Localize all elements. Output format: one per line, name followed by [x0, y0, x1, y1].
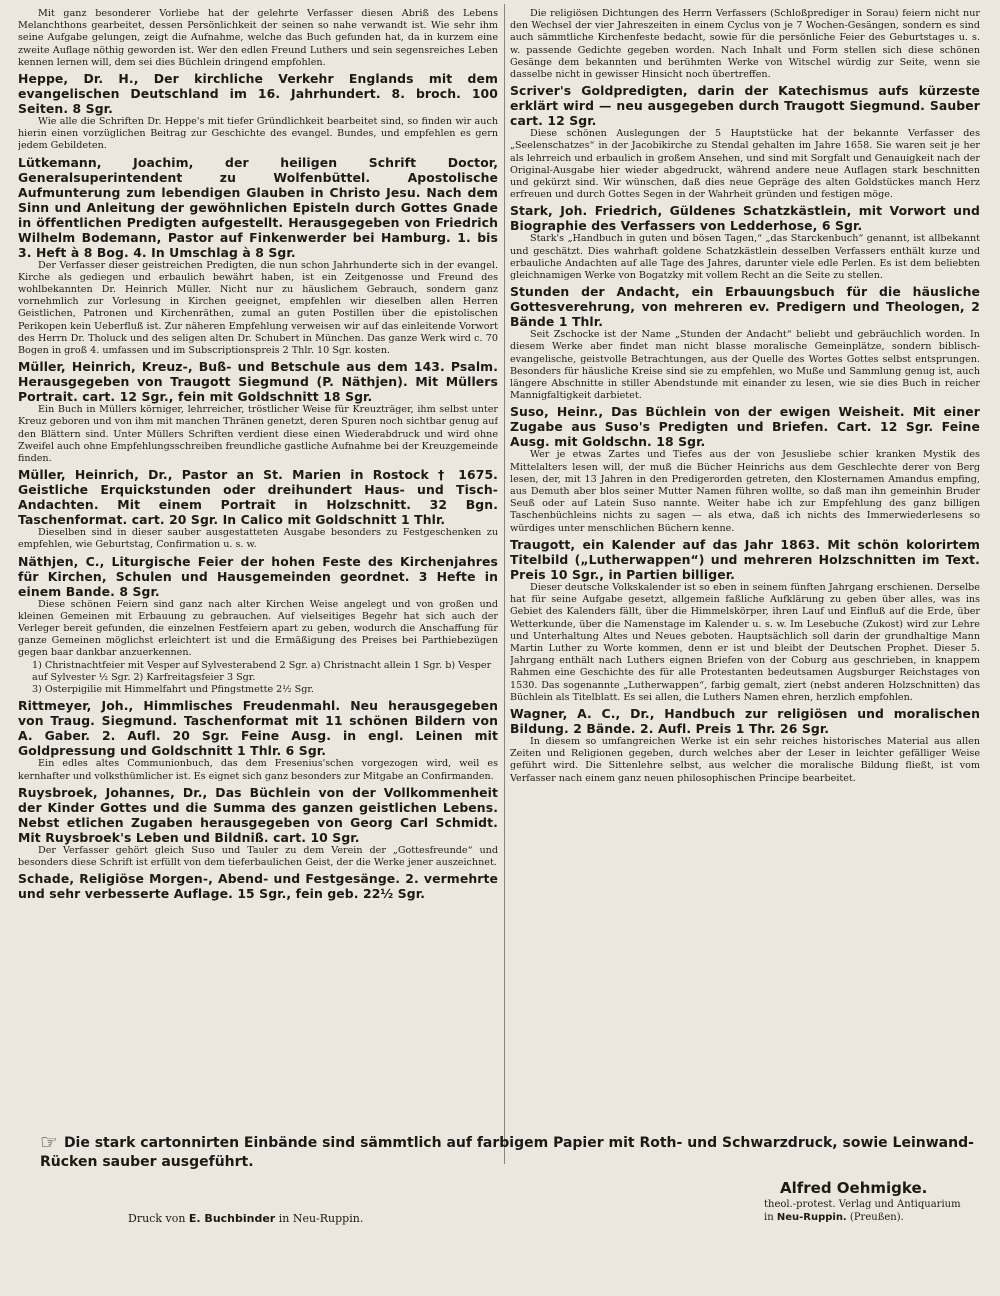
book-title: Näthjen, C., Liturgische Feier der hohen Feste des Kirchenjahres für Kirchen, Schulen und Hausgemeinden geordnet. 3 Hefte in einem Bande. 8 Sgr.	[18, 553, 498, 599]
book-description: Dieser deutsche Volkskalender ist so eben in seinem fünften Jahrgang erschienen. Derselbe hat für seine Aufgabe gesetzt, allgemein faßliche Aufklärung zu geben über alles, was ins Gebiet des Kalenders fällt, über die Himmelskörper, ihren Lauf und Einfluß auf die Erde, über Wetterkunde, über die Namenstage im Kalender u. s. w. Im Lesebuche (Zukost) wird zur Lehre und Unterhaltung Altes und Neues geboten. Hauptsächlich soll darin der grundhaltige Mann Martin Luther zu Worte kommen, denn er ist und bleibt der Deutschen Prophet. Dieser 5. Jahrgang enthält nach Luthers eignen Briefen von der Coburg aus geschrieben, in knappem Rahmen eine Geschichte des für alle Protestanten bedeutsamen Augsburger Reichstages von 1530. Das sogenannte „Lutherwappen“, farbig gemalt, ziert (nebst anderen Holzschnitten) das Büchlein als Titelblatt. Es sei allen, die Luthers Namen ehren, herzlich empfohlen.	[510, 581, 980, 703]
price-list-line: 3) Osterpigilie mit Himmelfahrt und Pfingstmette 2½ Sgr.	[32, 684, 314, 696]
publisher-region: (Preußen).	[849, 1212, 904, 1223]
book-entry	[18, 71, 498, 153]
book-title: Heppe, Dr. H., Der kirchliche Verkehr Englands mit dem evangelischen Deutschland im 16. Jahrhundert. 8. broch. 100 Seiten. 8 Sgr.	[18, 71, 498, 117]
printer-prefix: Druck von	[128, 1212, 186, 1225]
book-entry	[18, 359, 498, 465]
book-description: Diese schönen Auslegungen der 5 Hauptstücke hat der bekannte Verfasser des „Seelenschatzes“ in der Jacobikirche zu Stendal gehalten im Jahre 1658. Sie waren seit je her als lehrreich und erbaulich in großem Ansehen, und sind mit Sorgfalt und Genauigkeit nach der Original-Ausgabe hier wieder abgedruckt, während andere neue Auflagen stark beschnitten und gekürzt sind. Wir wünschen, daß dies neue Gepräge des alten Goldstückes manch Herz erfreuen und durch Gottes Segen in der Wahrheit gründen und festigen möge.	[510, 128, 980, 201]
left-intro-text: Mit ganz besonderer Vorliebe hat der gelehrte Verfasser diesen Abriß des Lebens Melanchthons gearbeitet, dessen Persönlichkeit der seinen so nahe verwandt ist. Wie sehr ihm seine Aufgabe gelungen, zeigt die Aufnahme, welche das Buch gefunden hat, da in kurzem eine zweite Auflage nöthig geworden ist. Wer den edlen Freund Luthers und sein segensreiches Leben kennen lernen will, dem sei dies Büchlein dringend empfohlen.	[18, 8, 498, 68]
book-entry	[18, 698, 498, 782]
pointing-hand-icon: ☞	[40, 1130, 58, 1154]
printer-place: in Neu-Ruppin.	[278, 1212, 364, 1225]
book-entry	[510, 706, 980, 785]
right-column	[510, 8, 980, 1156]
book-title: Schade, Religiöse Morgen-, Abend- und Festgesänge. 2. vermehrte und sehr verbesserte Auflage. 15 Sgr., fein geb. 22½ Sgr.	[18, 871, 498, 902]
book-title: Suso, Heinr., Das Büchlein von der ewigen Weisheit. Mit einer Zugabe aus Suso's Predigten und Briefen. Cart. 12 Sgr. Feine Ausg. mit Goldschn. 18 Sgr.	[510, 404, 980, 450]
book-description: Stark's „Handbuch in guten und bösen Tagen,“ „das Starckenbuch“ genannt, ist allbekannt und geschätzt. Dies wahrhaft goldene Schatzkästlein desselben Verfassers enthält kurze und erbauliche Andachten auf alle Tage des Jahres, darunter viele edle Perlen. Es ist dem beliebten gleichnamigen Werke von Bogatzky mit vollem Recht an die Seite zu stellen.	[510, 233, 980, 282]
book-description: Ein edles altes Communionbuch, das dem Fresenius'schen vorgezogen wird, weil es kernhafter und volksthümlicher ist. Es eignet sich ganz besonders zur Mitgabe an Confirmanden.	[18, 758, 498, 782]
book-title: Müller, Heinrich, Kreuz-, Buß- und Betschule aus dem 143. Psalm. Herausgegeben von Traugott Siegmund (P. Näthjen). Mit Müllers Portrait. cart. 12 Sgr., fein mit Goldschnitt 18 Sgr.	[18, 359, 498, 405]
right-intro-text: Die religiösen Dichtungen des Herrn Verfassers (Schloßprediger in Sorau) feiern nicht nur den Wechsel der vier Jahreszeiten in einem Cyclus von je 7 Wochen-Gesängen, sondern es sind auch sämmtliche Kirchenfeste bedacht, sowie für die persönliche Feier des Geburtstages u. s. w. passende Gedichte gegeben worden. Nach Inhalt und Form stellen sich diese schönen Gesänge dem bekannten und berühmten Werke von Witschel würdig zur Seite, wenn sie dasselbe nicht in gewisser Hinsicht noch übertreffen.	[510, 8, 980, 81]
book-entry	[510, 284, 980, 402]
book-description: Seit Zschocke ist der Name „Stunden der Andacht“ beliebt und gebräuchlich worden. In diesem Werke aber findet man nicht blasse moralische Gemeinplätze, sondern biblisch-evangelische, geistvolle Betrachtungen, aus der Quelle des Wortes Gottes selbst entsprungen. Besonders für häusliche Kreise sind sie zu empfehlen, wo Muße und Sammlung genug ist, auch längere Abschnitte in stiller Abendstunde mit einander zu lesen, wie sie dies Buch in reicher Mannigfaltigkeit darbietet.	[510, 329, 980, 402]
publisher-city: Neu-Ruppin.	[776, 1212, 847, 1223]
publisher-location-prefix: in	[764, 1212, 774, 1223]
printer-name: E. Buchbinder	[188, 1212, 276, 1225]
book-description: Diese schönen Feiern sind ganz nach alter Kirchen Weise angelegt und von großen und kleinen Gemeinen mit Erbauung zu gebrauchen. Auf vielseitiges Begehr hat sich auch der Verleger bereit gefunden, die einzelnen Festfeiern apart zu geben, wodurch die Anschaffung für ganze Gemeinen möglichst erleichtert ist und die Ermäßigung des Preises bei Parthiebezügen gegen baar dankbar anzuerkennen.	[18, 598, 498, 659]
binding-notice	[40, 1130, 980, 1172]
book-title: Traugott, ein Kalender auf das Jahr 1863. Mit schön kolorirtem Titelbild („Lutherwappen“) und mehreren Holzschnitten im Text. Preis 10 Sgr., in Partien billiger.	[510, 536, 980, 582]
publisher-location	[764, 1211, 984, 1224]
publisher-name: Alfred Oehmigke.	[780, 1179, 928, 1197]
book-entry	[510, 537, 980, 704]
price-list-line: 1) Christnachtfeier mit Vesper auf Sylvesterabend 2 Sgr. a) Christnacht allein 1 Sgr. b) Vesper auf Sylvester ½ Sgr. 2) Karfreitagsfeier 3 Sgr.	[32, 659, 492, 683]
binding-notice-text: Die stark cartonnirten Einbände sind sämmtlich auf farbigem Papier mit Roth- und Schwarzdruck, sowie Leinwand-Rücken sauber ausgeführt.	[40, 1135, 974, 1170]
left-column	[18, 8, 498, 1156]
book-description: Wer je etwas Zartes und Tiefes aus der von Jesusliebe schier kranken Mystik des Mittelalters lesen will, der muß die Bücher Heinrichs aus dem Geschlechte derer von Berg lesen, der, mit 13 Jahren in den Predigerorden getreten, den Klosternamen Amandus empfing, aus Demuth aber blos seiner Mutter Namen führen wollte, so daß man ihn gemeinhin Bruder Seuß oder auf Latein Suso nannte. Weiter habe ich zur Empfehlung des ganz billigen Taschenbüchleins nichts zu sagen — als etwa, daß ich nichts des Immerwiederlesens so würdiges unter menschlichen Büchern kenne.	[510, 449, 980, 534]
book-description: In diesem so umfangreichen Werke ist ein sehr reiches historisches Material aus allen Zeiten und Religionen gegeben, durch welches aber der Leser in leichter gefälliger Weise geführt wird. Die Sittenlehre selbst, aus welcher die moralische Bildung fließt, ist vom Verfasser nach einem ganz neuen philosophischen Principe bearbeitet.	[510, 735, 980, 784]
book-title: Müller, Heinrich, Dr., Pastor an St. Marien in Rostock † 1675. Geistliche Erquickstunden oder dreihundert Haus- und Tisch-Andachten. Mit einem Portrait in Holzschnitt. 32 Bgn. Taschenformat. cart. 20 Sgr. In Calico mit Goldschnitt 1 Thlr.	[18, 467, 498, 528]
book-title: Scriver's Goldpredigten, darin der Katechismus aufs kürzeste erklärt wird — neu ausgegeben durch Traugott Siegmund. Sauber cart. 12 Sgr.	[510, 83, 980, 129]
book-entry	[18, 554, 498, 697]
book-title: Stark, Joh. Friedrich, Güldenes Schatzkästlein, mit Vorwort und Biographie des Verfassers von Ledderhose, 6 Sgr.	[510, 203, 980, 234]
book-entry	[18, 467, 498, 551]
book-description: Der Verfasser gehört gleich Suso und Tauler zu dem Verein der „Gottesfreunde“ und besonders diese Schrift ist erfüllt von dem tieferbaulichen Geist, der die Werke jener auszeichnet.	[18, 844, 498, 868]
book-title: Lütkemann, Joachim, der heiligen Schrift Doctor, Generalsuperintendent zu Wolfenbüttel. Apostolische Aufmunterung zum lebendigen Glauben in Christo Jesu. Nach dem Sinn und Anleitung der gewöhnlichen Episteln durch Gottes Gnade in öffentlichen Predigten aufgestellt. Herausgegeben von Friedrich Wilhelm Bodemann, Pastor auf Finkenwerder bei Hamburg. 1. bis 3. Heft à 8 Bog. 4. In Umschlag à 8 Sgr.	[18, 154, 498, 260]
book-title: Stunden der Andacht, ein Erbauungsbuch für die häusliche Gottesverehrung, von mehreren ev. Predigern und Theologen, 2 Bände 1 Thlr.	[510, 284, 980, 330]
publisher-imprint	[764, 1178, 984, 1224]
book-title: Wagner, A. C., Dr., Handbuch zur religiösen und moralischen Bildung. 2 Bände. 2. Aufl. Preis 1 Thr. 26 Sgr.	[510, 705, 980, 736]
column-divider	[504, 4, 505, 1164]
book-description: Der Verfasser dieser geistreichen Predigten, die nun schon Jahrhunderte sich in der evangel. Kirche als gediegen und erbaulich bewährt haben, ist ein Zeitgenosse und Freund des wohlbekannten Dr. Heinrich Müller. Nicht nur zu häuslichem Gebrauch, sondern ganz vornehmlich zur Vorlesung in Kirchen geeignet, empfehlen wir dieselben allen Herren Geistlichen, Patronen und Kirchenräthen, zumal an guten Postillen über die epistolischen Perikopen kein Ueberfluß ist. Zur näheren Empfehlung verweisen wir auf das einleitende Vorwort des Herrn Dr. Tholuck und des seligen alten Dr. Schubert in München. Das ganze Werk wird c. 70 Bogen in groß 4. umfassen und im Subscriptionspreis 2 Thlr. 10 Sgr. kosten.	[18, 259, 498, 357]
book-description: Wie alle die Schriften Dr. Heppe's mit tiefer Gründlichkeit bearbeitet sind, so finden wir auch hierin einen vorzüglichen Beitrag zur Geschichte des evangel. Bundes, und empfehlen es gern jedem Gebildeten.	[18, 116, 498, 152]
printer-imprint	[128, 1212, 363, 1225]
book-entry	[510, 83, 980, 201]
book-entry	[510, 203, 980, 282]
book-entry	[18, 785, 498, 869]
publisher-description: theol.-protest. Verlag und Antiquarium	[764, 1199, 961, 1210]
book-title: Ruysbroek, Johannes, Dr., Das Büchlein von der Vollkommenheit der Kinder Gottes und die Summa des ganzen geistlichen Lebens. Nebst etlichen Zugaben herausgegeben von Georg Carl Schmidt. Mit Ruysbroek's Leben und Bildniß. cart. 10 Sgr.	[18, 784, 498, 845]
book-entry	[510, 404, 980, 534]
book-title: Rittmeyer, Joh., Himmlisches Freudenmahl. Neu herausgegeben von Traug. Siegmund. Taschenformat mit 11 schönen Bildern von A. Gaber. 2. Aufl. 20 Sgr. Feine Ausg. in engl. Leinen mit Goldpressung und Goldschnitt 1 Thlr. 6 Sgr.	[18, 698, 498, 759]
book-description: Dieselben sind in dieser sauber ausgestatteten Ausgabe besonders zu Festgeschenken zu empfehlen, wie Geburtstag, Confirmation u. s. w.	[18, 527, 498, 551]
book-entry	[18, 155, 498, 358]
book-entry	[18, 871, 498, 901]
book-description: Ein Buch in Müllers körniger, lehrreicher, tröstlicher Weise für Kreuzträger, ihm selbst unter Kreuz geboren und von ihm mit manchen Thränen genetzt, deren Spuren noch sichtbar genug auf den Blättern sind. Unter Müllers Schriften verdient diese einen Wiederabdruck und wird ohne Zweifel auch ohne Empfehlungsschreiben freundliche gastliche Aufnahme bei der Kreuzgemeinde finden.	[18, 404, 498, 465]
